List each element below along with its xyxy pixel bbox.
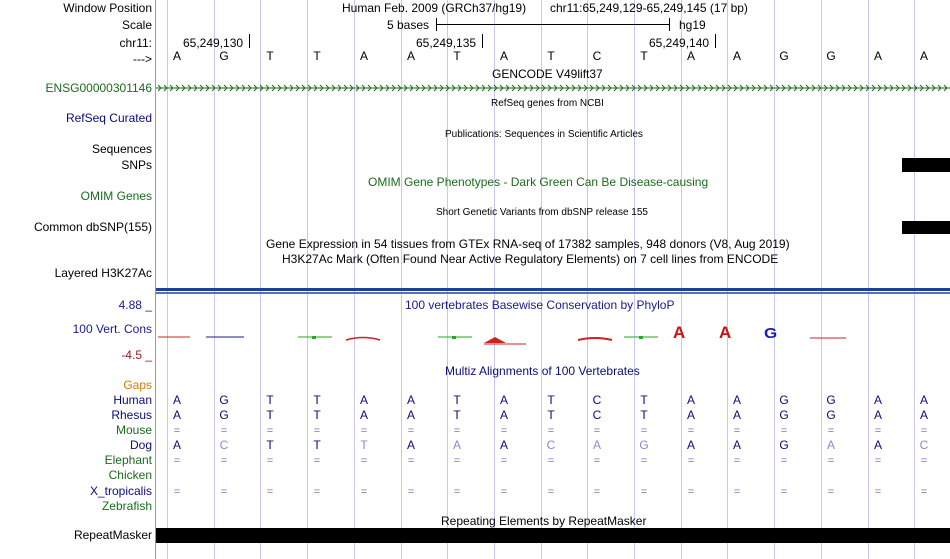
alignment-base: G (219, 408, 229, 422)
alignment-gap-marker: = (827, 425, 835, 437)
alignment-base: A (172, 408, 181, 422)
alignment-base: A (732, 393, 741, 407)
scale-db: hg19 (679, 18, 706, 32)
chrom-label: chr11: (119, 36, 152, 50)
alignment-base: A (499, 393, 508, 407)
reference-base: A (172, 49, 181, 63)
scale-bar (436, 24, 669, 25)
h3k27ac-baseline (156, 292, 950, 294)
gencode-track-label[interactable]: ENSG00000301146 (45, 81, 152, 95)
alignment-base: T (547, 408, 555, 422)
alignment-gap-marker: = (266, 425, 274, 437)
alignment-base: A (406, 408, 415, 422)
alignment-base: T (313, 438, 321, 452)
alignment-gap-marker: = (827, 455, 835, 467)
refseq-title[interactable]: RefSeq genes from NCBI (491, 98, 604, 109)
alignment-base: T (360, 438, 368, 452)
alignment-gap-marker: = (640, 425, 648, 437)
alignment-gap-marker: = (173, 486, 181, 498)
alignment-base: A (919, 393, 928, 407)
species-label-elephant[interactable]: Elephant (104, 453, 152, 467)
alignment-base: A (359, 408, 368, 422)
species-label-dog[interactable]: Dog (129, 438, 152, 452)
svg-text:A: A (719, 323, 732, 342)
alignment-gap-marker: = (453, 425, 461, 437)
alignment-base: A (873, 393, 882, 407)
alignment-base: C (919, 438, 929, 452)
alignment-gap-marker: = (780, 486, 788, 498)
alignment-gap-marker: = (780, 425, 788, 437)
reference-base: G (826, 49, 836, 63)
alignment-gap-marker: = (313, 455, 321, 467)
strand-label: ---> (133, 52, 152, 66)
alignment-gap-marker: = (453, 486, 461, 498)
alignment-base: A (406, 438, 415, 452)
scale-label: Scale (121, 18, 152, 32)
alignment-base: A (919, 408, 928, 422)
alignment-base: A (172, 393, 181, 407)
alignment-base: A (732, 438, 741, 452)
species-label-chicken[interactable]: Chicken (108, 468, 152, 482)
alignment-base: A (686, 438, 695, 452)
alignment-base: T (266, 438, 274, 452)
svg-text:G: G (764, 325, 778, 342)
alignment-gap-marker: = (220, 425, 228, 437)
gaps-label: Gaps (123, 378, 152, 392)
snp-feature[interactable] (902, 158, 950, 172)
gtex-title[interactable]: Gene Expression in 54 tissues from GTEx RNA-seq of 17382 samples, 948 donors (V8, Aug 2019) (266, 237, 790, 251)
alignment-gap-marker: = (874, 486, 882, 498)
alignment-base: T (640, 393, 648, 407)
alignment-base: G (779, 438, 789, 452)
tick-mark (482, 34, 483, 48)
dbsnp-title[interactable]: Short Genetic Variants from dbSNP release 155 (436, 207, 648, 218)
alignment-gap-marker: = (687, 425, 695, 437)
alignment-gap-marker: = (220, 486, 228, 498)
alignment-base: C (219, 438, 229, 452)
alignment-gap-marker: = (593, 486, 601, 498)
alignment-gap-marker: = (266, 486, 274, 498)
conservation-track-label[interactable]: 100 Vert. Cons (72, 322, 152, 336)
alignment-gap-marker: = (733, 455, 741, 467)
reference-base: T (640, 49, 648, 63)
alignment-base: G (826, 393, 836, 407)
window-position-label: Window Position (63, 1, 152, 15)
alignment-base: A (592, 438, 601, 452)
reference-base: A (406, 49, 415, 63)
alignment-gap-marker: = (920, 455, 928, 467)
alignment-base: T (313, 393, 321, 407)
alignment-gap-marker: = (547, 486, 555, 498)
alignment-gap-marker: = (687, 455, 695, 467)
reference-base: T (547, 49, 555, 63)
reference-base: A (686, 49, 695, 63)
alignment-gap-marker: = (453, 455, 461, 467)
alignment-gap-marker: = (407, 486, 415, 498)
tick-mark (249, 34, 250, 48)
species-label-rhesus[interactable]: Rhesus (111, 408, 152, 422)
reference-base: T (266, 49, 274, 63)
alignment-gap-marker: = (640, 486, 648, 498)
alignment-gap-marker: = (313, 486, 321, 498)
multiz-title[interactable]: Multiz Alignments of 100 Vertebrates (445, 364, 640, 378)
gencode-title[interactable]: GENCODE V49lift37 (492, 67, 603, 81)
alignment-base: A (873, 438, 882, 452)
alignment-base: T (313, 408, 321, 422)
reference-base: T (313, 49, 321, 63)
alignment-gap-marker: = (593, 425, 601, 437)
alignment-gap-marker: = (827, 486, 835, 498)
alignment-base: T (266, 408, 274, 422)
tick-label: 65,249,140 (649, 36, 710, 50)
alignment-base: A (406, 393, 415, 407)
scale-text: 5 bases (387, 18, 430, 32)
alignment-base: A (172, 438, 181, 452)
alignment-gap-marker: = (407, 425, 415, 437)
alignment-gap-marker: = (173, 455, 181, 467)
alignment-base: A (686, 408, 695, 422)
alignment-gap-marker: = (360, 455, 368, 467)
alignment-base: C (592, 393, 602, 407)
species-label-mouse[interactable]: Mouse (115, 423, 152, 437)
h3k27ac-title[interactable]: H3K27Ac Mark (Often Found Near Active Regulatory Elements) on 7 cell lines from ENCODE (282, 252, 779, 266)
alignment-gap-marker: = (547, 425, 555, 437)
assembly-text: Human Feb. 2009 (GRCh37/hg19) (342, 1, 527, 15)
alignment-gap-marker: = (500, 425, 508, 437)
cons-ymin: -4.5 _ (121, 348, 152, 362)
alignment-gap-marker: = (500, 455, 508, 467)
alignment-gap-marker: = (220, 455, 228, 467)
snps-track-label[interactable]: SNPs (121, 158, 152, 172)
alignment-gap-marker: = (687, 486, 695, 498)
scale-bar-left-tick (436, 18, 437, 31)
alignment-base: A (686, 393, 695, 407)
alignment-base: T (547, 393, 555, 407)
alignment-gap-marker: = (780, 455, 788, 467)
publications-title[interactable]: Publications: Sequences in Scientific Articles (445, 129, 643, 140)
repeatmasker-track-label[interactable]: RepeatMasker (73, 528, 152, 542)
alignment-gap-marker: = (313, 425, 321, 437)
reference-base: T (453, 49, 461, 63)
h3k27ac-signal-bar (156, 288, 950, 291)
alignment-base: A (452, 438, 461, 452)
alignment-base: C (592, 408, 602, 422)
alignment-base: A (499, 408, 508, 422)
tick-label: 65,249,130 (183, 36, 244, 50)
alignment-gap-marker: = (920, 425, 928, 437)
alignment-gap-marker: = (360, 486, 368, 498)
alignment-base: T (453, 393, 461, 407)
reference-base: A (919, 49, 928, 63)
alignment-gap-marker: = (593, 455, 601, 467)
species-label-zebrafish[interactable]: Zebrafish (101, 499, 152, 513)
alignment-base: G (779, 408, 789, 422)
alignment-gap-marker: = (407, 455, 415, 467)
alignment-gap-marker: = (547, 455, 555, 467)
position-text[interactable]: chr11:65,249,129-65,249,145 (17 bp) (550, 1, 748, 15)
reference-base: G (779, 49, 789, 63)
conservation-logo[interactable] (156, 320, 950, 350)
alignment-base: C (546, 438, 556, 452)
conservation-title[interactable]: 100 vertebrates Basewise Conservation by PhyloP (405, 298, 675, 312)
omim-title[interactable]: OMIM Gene Phenotypes - Dark Green Can Be Disease-causing (368, 175, 709, 189)
gencode-gene-feature[interactable] (156, 82, 950, 94)
alignment-base: A (732, 408, 741, 422)
sequences-track-label[interactable]: Sequences (91, 142, 152, 156)
reference-base: A (732, 49, 741, 63)
alignment-gap-marker: = (266, 455, 274, 467)
reference-base: A (359, 49, 368, 63)
alignment-base: G (219, 393, 229, 407)
alignment-base: A (359, 393, 368, 407)
alignment-gap-marker: = (874, 455, 882, 467)
reference-base: A (499, 49, 508, 63)
alignment-gap-marker: = (733, 425, 741, 437)
reference-base: A (873, 49, 882, 63)
alignment-base: T (453, 408, 461, 422)
h3k27ac-track-label[interactable]: Layered H3K27Ac (54, 266, 152, 280)
scale-bar-right-tick (669, 18, 670, 31)
alignment-base: G (826, 408, 836, 422)
repeatmasker-feature[interactable] (156, 528, 950, 543)
species-label-human[interactable]: Human (113, 393, 152, 407)
alignment-base: T (640, 408, 648, 422)
alignment-base: G (779, 393, 789, 407)
alignment-base: A (499, 438, 508, 452)
alignment-gap-marker: = (640, 455, 648, 467)
tick-mark (715, 34, 716, 48)
species-label-x_tropicalis[interactable]: X_tropicalis (89, 484, 152, 498)
alignment-gap-marker: = (920, 486, 928, 498)
reference-base: C (592, 49, 602, 63)
dbsnp-feature[interactable] (902, 221, 950, 234)
cons-ymax: 4.88 _ (118, 298, 152, 312)
alignment-base: A (826, 438, 835, 452)
omim-track-label[interactable]: OMIM Genes (80, 189, 152, 203)
alignment-gap-marker: = (360, 425, 368, 437)
alignment-gap-marker: = (733, 486, 741, 498)
svg-text:A: A (673, 323, 686, 342)
repeatmasker-title[interactable]: Repeating Elements by RepeatMasker (441, 514, 647, 528)
alignment-gap-marker: = (500, 486, 508, 498)
alignment-gap-marker: = (874, 425, 882, 437)
reference-base: G (219, 49, 229, 63)
alignment-base: G (639, 438, 649, 452)
alignment-gap-marker: = (173, 425, 181, 437)
alignment-base: T (266, 393, 274, 407)
tick-label: 65,249,135 (416, 36, 477, 50)
alignment-base: A (873, 408, 882, 422)
dbsnp-track-label[interactable]: Common dbSNP(155) (33, 220, 152, 234)
refseq-track-label[interactable]: RefSeq Curated (65, 111, 152, 125)
